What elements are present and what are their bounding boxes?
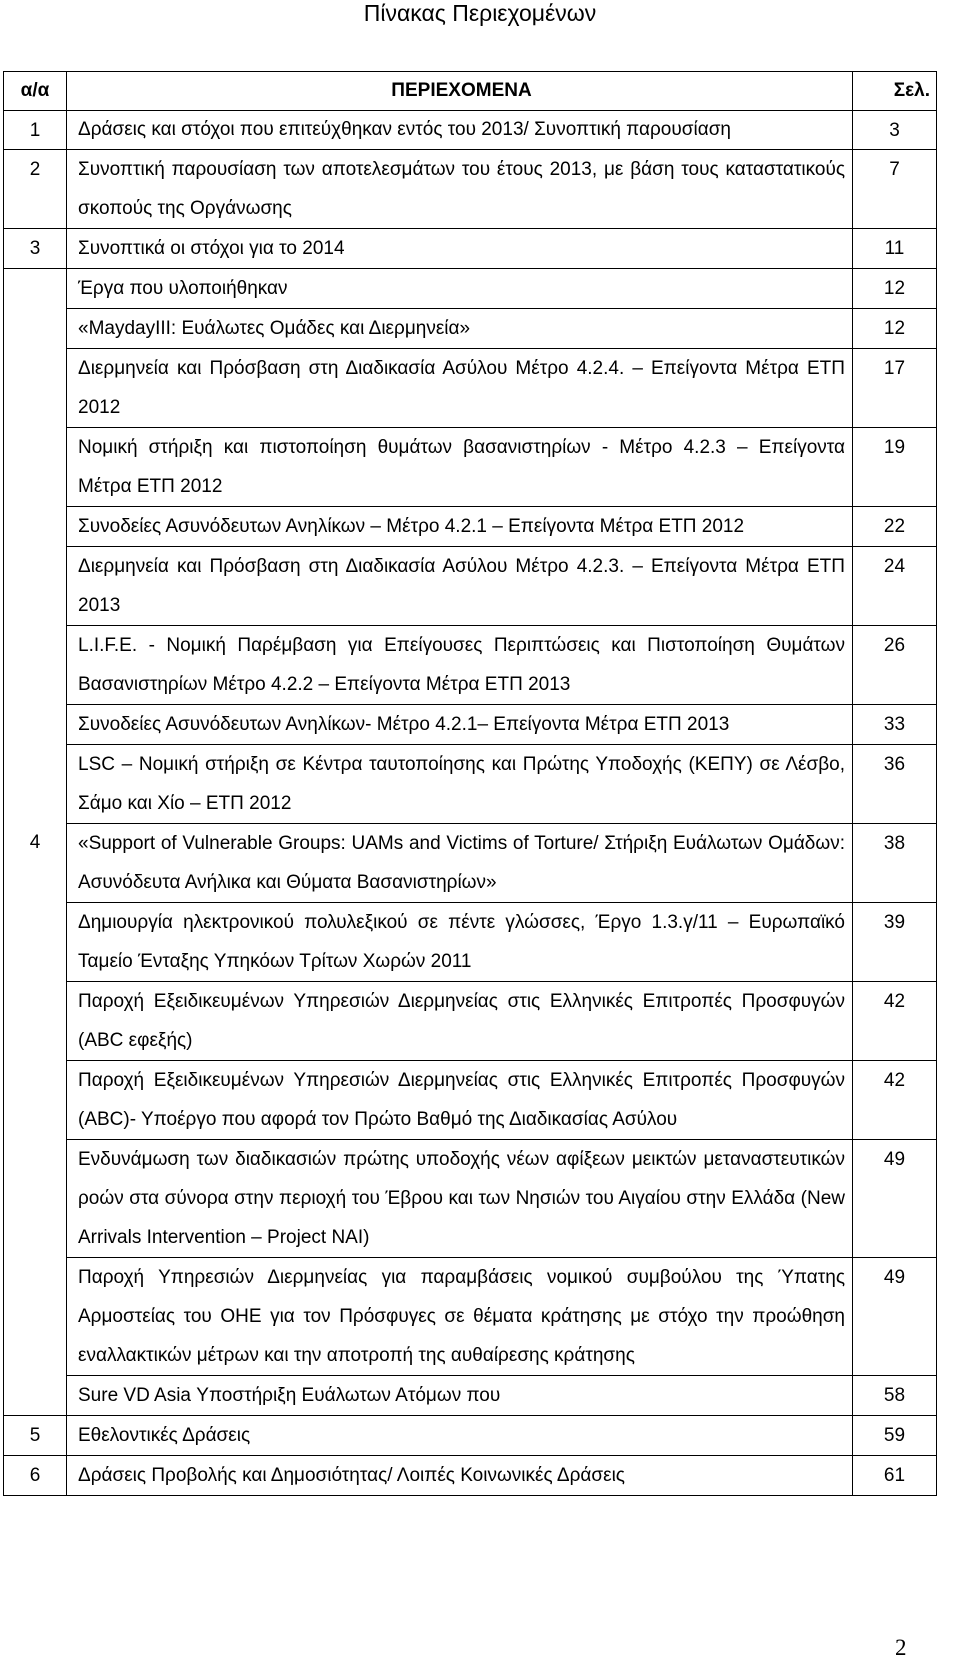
- group-number: 4: [4, 269, 67, 1416]
- row-number: 6: [4, 1456, 67, 1496]
- toc-row: [4, 1140, 937, 1258]
- row-page: 11: [853, 229, 937, 269]
- toc-row: [4, 111, 937, 150]
- row-title: Παροχή Υπηρεσιών Διερμηνείας για παραμβάσεις νομικού συμβούλου της Ύπατης Αρμοστείας του ΟΗΕ για τον Πρόσφυγες σε θέματα κράτησης με στόχο την προώθηση εναλλακτικών μέτρων και την αποτροπή της αυθαίρεσης κράτησης: [67, 1258, 853, 1376]
- row-title: Συνοδείες Ασυνόδευτων Ανηλίκων – Μέτρο 4.2.1 – Επείγοντα Μέτρα ΕΤΠ 2012: [67, 507, 853, 547]
- toc-row: [4, 626, 937, 705]
- toc-row: [4, 745, 937, 824]
- toc-table: [3, 71, 937, 1496]
- row-title: Παροχή Εξειδικευμένων Υπηρεσιών Διερμηνείας στις Ελληνικές Επιτροπές Προσφυγών (ABC)- Υποέργο που αφορά τον Πρώτο Βαθμό της Διαδικασίας Ασύλου: [67, 1061, 853, 1140]
- page-number: 2: [895, 1635, 907, 1660]
- header-contents: ΠΕΡΙΕΧΟΜΕΝΑ: [67, 72, 853, 111]
- row-page: 19: [853, 428, 937, 507]
- row-title: Δράσεις και στόχοι που επιτεύχθηκαν εντός του 2013/ Συνοπτική παρουσίαση: [67, 111, 853, 150]
- row-title: LSC – Νομική στήριξη σε Κέντρα ταυτοποίησης και Πρώτης Υποδοχής (ΚΕΠΥ) σε Λέσβο, Σάμο και Χίο – ΕΤΠ 2012: [67, 745, 853, 824]
- row-page: 59: [853, 1416, 937, 1456]
- row-title: Εθελοντικές Δράσεις: [67, 1416, 853, 1456]
- toc-row: [4, 824, 937, 903]
- toc-row: [4, 1416, 937, 1456]
- row-page: 39: [853, 903, 937, 982]
- row-page: 49: [853, 1258, 937, 1376]
- toc-row: [4, 349, 937, 428]
- table-header-row: [4, 72, 937, 111]
- row-title: Sure VD Asia Υποστήριξη Ευάλωτων Ατόμων που: [67, 1376, 853, 1416]
- toc-row: [4, 150, 937, 229]
- row-page: 12: [853, 309, 937, 349]
- row-number: 2: [4, 150, 67, 229]
- toc-row: [4, 705, 937, 745]
- row-number: 1: [4, 111, 67, 150]
- toc-row: [4, 547, 937, 626]
- row-number: 3: [4, 229, 67, 269]
- toc-row: [4, 982, 937, 1061]
- row-title: Συνοδείες Ασυνόδευτων Ανηλίκων- Μέτρο 4.2.1– Επείγοντα Μέτρα ΕΤΠ 2013: [67, 705, 853, 745]
- toc-row: [4, 1258, 937, 1376]
- row-title: Παροχή Εξειδικευμένων Υπηρεσιών Διερμηνείας στις Ελληνικές Επιτροπές Προσφυγών (ABC εφεξής): [67, 982, 853, 1061]
- row-title: Δημιουργία ηλεκτρονικού πολυλεξικού σε πέντε γλώσσες, Έργο 1.3.γ/11 – Ευρωπαϊκό Ταμείο Ένταξης Υπηκόων Τρίτων Χωρών 2011: [67, 903, 853, 982]
- page-title: Πίνακας Περιεχομένων: [363, 0, 597, 26]
- row-title: Νομική στήριξη και πιστοποίηση θυμάτων βασανιστηρίων - Μέτρο 4.2.3 – Επείγοντα Μέτρα ΕΤΠ 2012: [67, 428, 853, 507]
- row-page: 26: [853, 626, 937, 705]
- row-page: 42: [853, 982, 937, 1061]
- row-title: Συνοπτική παρουσίαση των αποτελεσμάτων του έτους 2013, με βάση τους καταστατικούς σκοπούς της Οργάνωσης: [67, 150, 853, 229]
- row-page: 58: [853, 1376, 937, 1416]
- row-page: 7: [853, 150, 937, 229]
- row-title: Ενδυνάμωση των διαδικασιών πρώτης υποδοχής νέων αφίξεων μεικτών μεταναστευτικών ροών στα σύνορα στην περιοχή του Έβρου και των Νησιών του Αιγαίου στην Ελλάδα (New Arrivals Intervention – Project NAI): [67, 1140, 853, 1258]
- row-page: 42: [853, 1061, 937, 1140]
- toc-row: [4, 507, 937, 547]
- row-title: «Support of Vulnerable Groups: UAMs and Victims of Torture/ Στήριξη Ευάλωτων Ομάδων: Ασυνόδευτα Ανήλικα και Θύματα Βασανιστηρίων»: [67, 824, 853, 903]
- row-page: 61: [853, 1456, 937, 1496]
- row-number: 5: [4, 1416, 67, 1456]
- toc-row: [4, 269, 937, 309]
- row-title: L.I.F.E. - Νομική Παρέμβαση για Επείγουσες Περιπτώσεις και Πιστοποίηση Θυμάτων Βασανιστηρίων Μέτρο 4.2.2 – Επείγοντα Μέτρα ΕΤΠ 2013: [67, 626, 853, 705]
- row-title: Έργα που υλοποιήθηκαν: [67, 269, 853, 309]
- row-title: «MaydayIII: Ευάλωτες Ομάδες και Διερμηνεία»: [67, 309, 853, 349]
- row-page: 12: [853, 269, 937, 309]
- row-title: Διερμηνεία και Πρόσβαση στη Διαδικασία Ασύλου Μέτρο 4.2.4. – Επείγοντα Μέτρα ΕΤΠ 2012: [67, 349, 853, 428]
- header-number: α/α: [4, 72, 67, 111]
- header-page: Σελ.: [853, 72, 937, 111]
- toc-row: [4, 309, 937, 349]
- toc-row: [4, 903, 937, 982]
- toc-row: [4, 1376, 937, 1416]
- row-page: 22: [853, 507, 937, 547]
- row-page: 36: [853, 745, 937, 824]
- row-page: 24: [853, 547, 937, 626]
- row-page: 17: [853, 349, 937, 428]
- row-title: Δράσεις Προβολής και Δημοσιότητας/ Λοιπές Κοινωνικές Δράσεις: [67, 1456, 853, 1496]
- toc-row: [4, 1456, 937, 1496]
- row-page: 38: [853, 824, 937, 903]
- row-page: 33: [853, 705, 937, 745]
- toc-row: [4, 1061, 937, 1140]
- toc-row: [4, 229, 937, 269]
- row-page: 3: [853, 111, 937, 150]
- row-title: Συνοπτικά οι στόχοι για το 2014: [67, 229, 853, 269]
- row-page: 49: [853, 1140, 937, 1258]
- row-title: Διερμηνεία και Πρόσβαση στη Διαδικασία Ασύλου Μέτρο 4.2.3. – Επείγοντα Μέτρα ΕΤΠ 2013: [67, 547, 853, 626]
- toc-row: [4, 428, 937, 507]
